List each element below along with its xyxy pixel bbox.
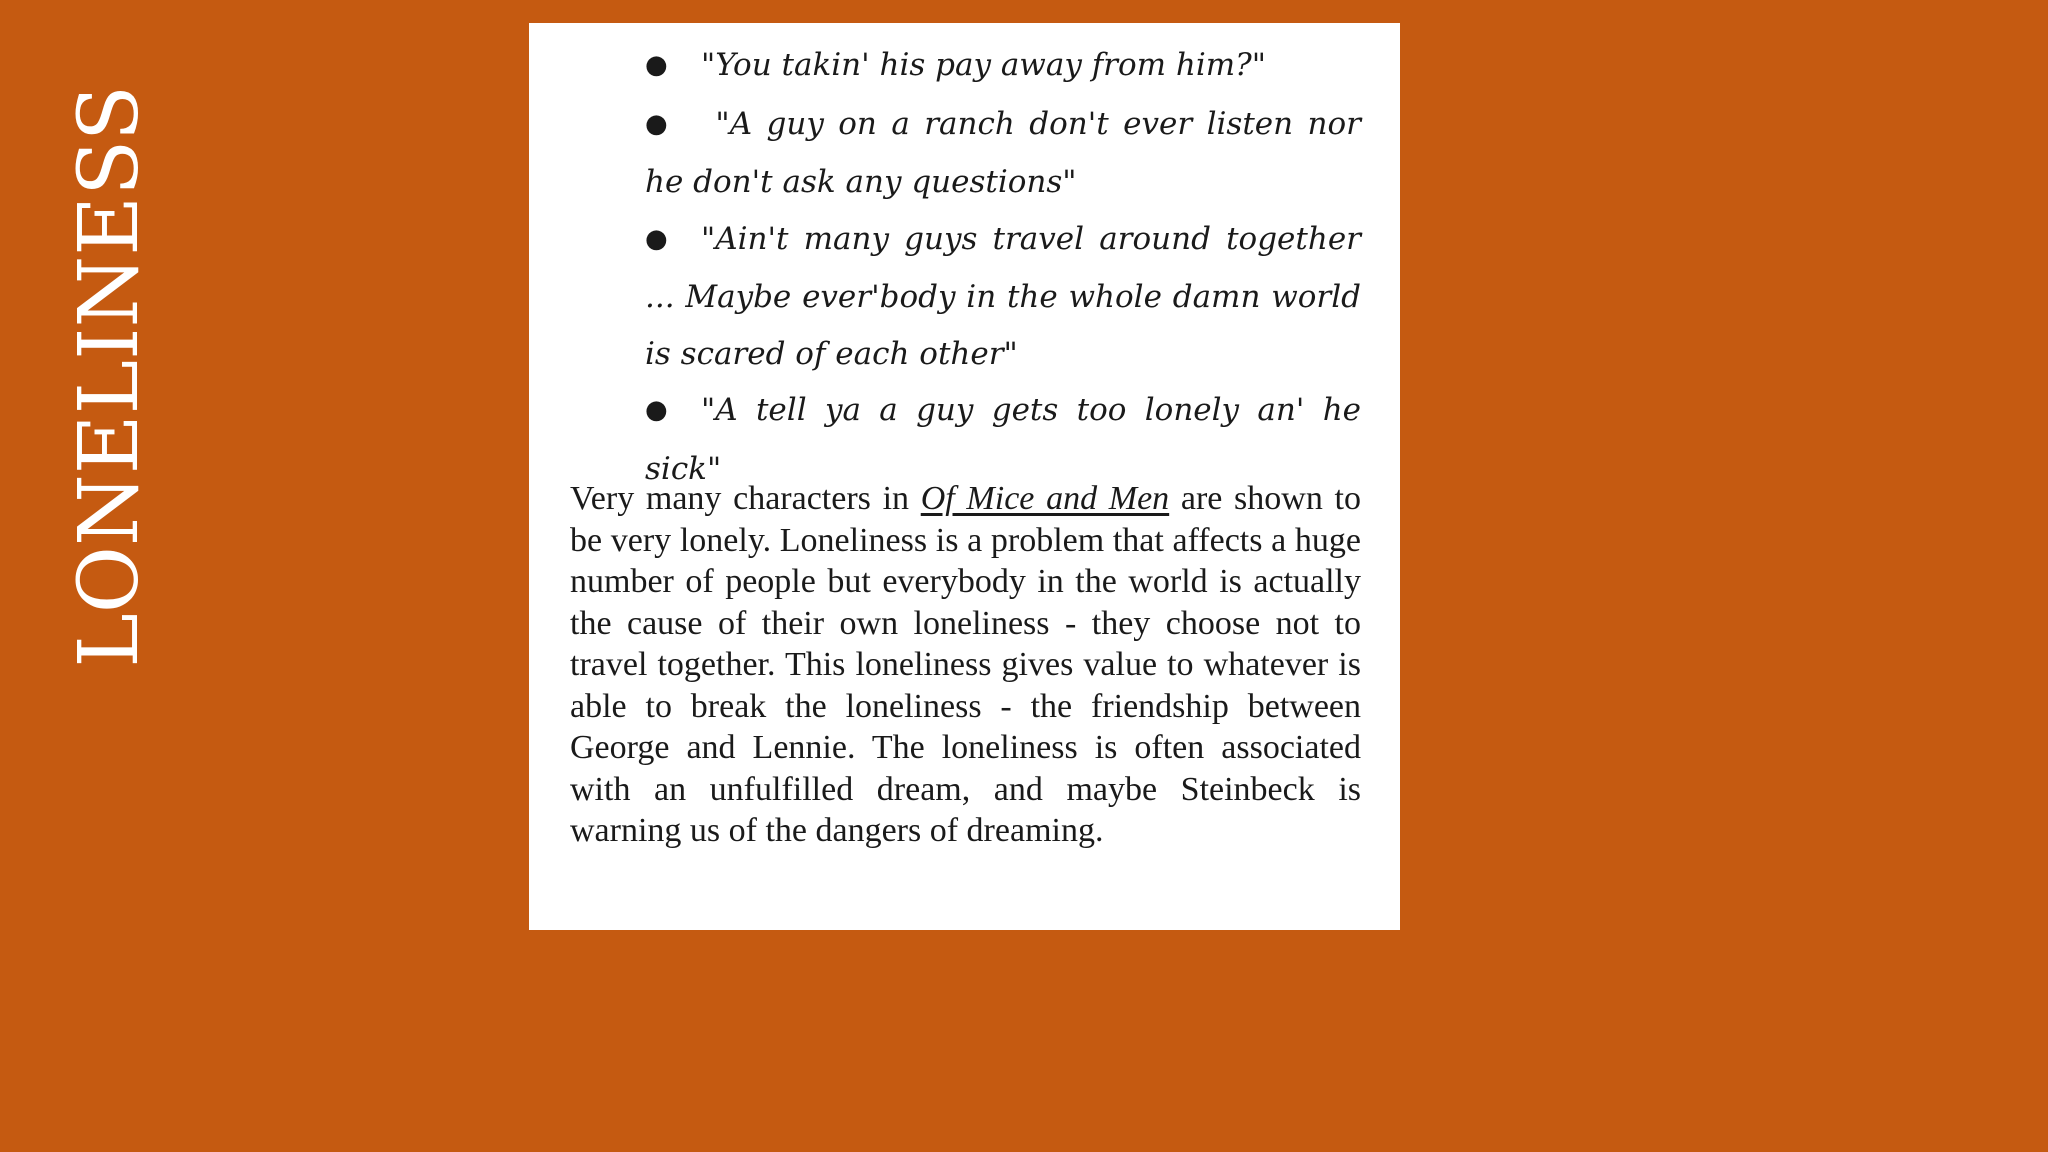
quote-text: "You takin' his pay away from him?" <box>701 47 1267 83</box>
bullet-icon: ● <box>645 50 668 80</box>
quote-list <box>645 37 1361 497</box>
paragraph-body: are shown to be very lonely. Loneliness is a problem that affects a huge number of people but everybody in the world is actually the cause of their own loneliness - they choose not to travel together. This loneliness gives value to whatever is able to break the loneliness - the friendship between George and Lennie. The loneliness is often associated with an unfulfilled dream, and maybe Steinbeck is warning us of the dangers of dreaming. <box>570 480 1361 849</box>
content-card <box>529 23 1400 930</box>
paragraph-intro: Very many characters in <box>570 480 921 517</box>
title-container <box>60 56 160 696</box>
quote-item <box>645 211 1361 383</box>
quote-text: "A tell ya a guy gets too lonely an' he sick" <box>645 392 1361 487</box>
quote-text: "A guy on a ranch don't ever listen nor he don't ask any questions" <box>645 105 1361 200</box>
analysis-paragraph <box>570 478 1361 852</box>
bullet-icon: ● <box>645 395 668 425</box>
bullet-icon: ● <box>645 223 668 254</box>
quote-item <box>645 96 1361 211</box>
book-title: Of Mice and Men <box>920 480 1170 517</box>
quote-text: "Ain't many guys travel around together ... Maybe ever'body in the whole damn world is scared of each other" <box>645 220 1361 372</box>
slide-title: LONELINESS <box>62 84 157 668</box>
quote-item <box>645 37 1361 96</box>
bullet-icon: ● <box>645 108 668 139</box>
